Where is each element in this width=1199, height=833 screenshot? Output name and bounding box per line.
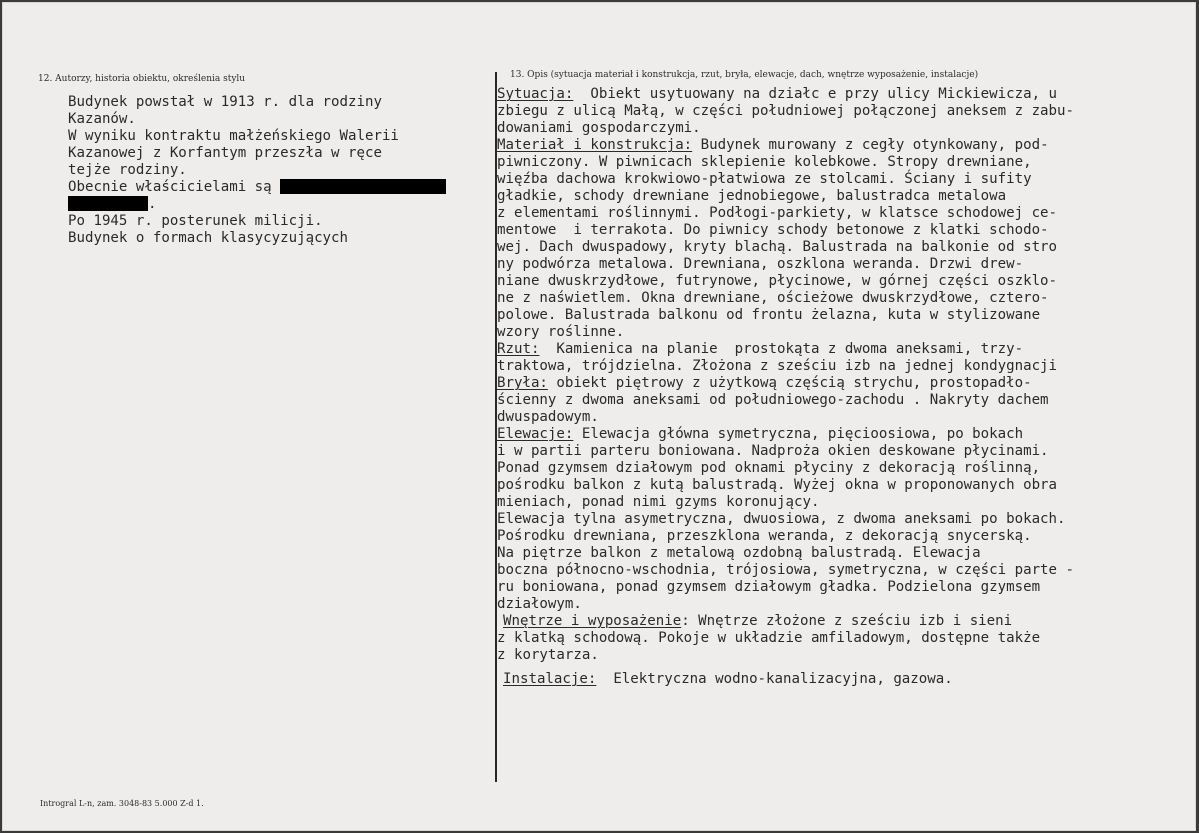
description-line: ścienny z dwoma aneksami od południowego-zachodu . Nakryty dachem [497,392,1049,408]
description-line: Ponad gzymsem działowym pod oknami płyciny z dekoracją roślinną, [497,460,1041,476]
history-line: Kazanowej z Korfantym przeszła w ręce [68,145,382,161]
owner-period: . [148,196,157,212]
description-line: gładkie, schody drewniane jednobiegowe, balustradca metalowa [497,188,1007,204]
description-line: wzory roślinne. [497,324,625,340]
elewacje-line: Elewacje: Elewacja główna symetryczna, pięcioosiowa, po bokach [497,426,1024,442]
printer-footer: Introgral L-n, zam. 3048-83 5.000 Z-d 1. [40,799,204,808]
spacer [497,664,1167,671]
owner-label: Obecnie właścicielami są [68,179,272,195]
history-line: Budynek o formach klasycyzujących [68,230,349,246]
description-line: polowe. Balustrada balkonu od frontu żelazna, kuta w stylizowane [497,307,1041,323]
section-13-heading: 13. Opis (sytuacja materiał i konstrukcja, rzut, bryła, elewacje, dach, wnętrze wyposażenie, instalacje) [510,70,979,80]
description-line: Na piętrze balkon z metalową ozdobną balustradą. Elewacja [497,545,981,561]
material-label: Materiał i konstrukcja: [497,137,693,153]
rzut-label: Rzut: [497,341,540,357]
history-line: Kazanów. [68,111,136,127]
bryla-line: Bryła: obiekt piętrowy z użytkową częścią strychu, prostopadło- [497,375,1032,391]
instalacje-label: Instalacje: [503,671,597,687]
description-line: niane dwuskrzydłowe, futrynowe, płycinowe, w górnej części oszklo- [497,273,1058,289]
history-owner-line [68,179,488,196]
history-line: tejże rodziny. [68,162,187,178]
description-line: pośrodku balkon z kutą balustradą. Wyżej okna w proponowanych obra [497,477,1058,493]
instalacje-line: Instalacje: Elektryczna wodno-kanalizacyjna, gazowa. [503,671,953,687]
history-text [68,94,488,247]
description-line: traktowa, trójdzielna. Złożona z sześciu izb na jednej kondygnacji [497,358,1058,374]
history-line: W wyniku kontraktu małżeńskiego Walerii [68,128,399,144]
wnetrze-line: Wnętrze i wyposażenie: Wnętrze złożone z sześciu izb i sieni [503,613,1013,629]
description-text [497,86,1167,688]
material-line: Materiał i konstrukcja: Budynek murowany z cegły otynkowany, pod- [497,137,1049,153]
redaction-bar [68,196,148,211]
inventory-card [2,2,1196,831]
sytuacja-label: Sytuacja: [497,86,574,102]
description-line: wej. Dach dwuspadowy, kryty blachą. Balustrada na balkonie od stro [497,239,1058,255]
description-line: ny podwórza metalowa. Drewniana, oszklona weranda. Drzwi drew- [497,256,1024,272]
bryla-label: Bryła: [497,375,548,391]
history-line: Budynek powstał w 1913 r. dla rodziny [68,94,382,110]
description-line: dwuspadowym. [497,409,599,425]
description-line: boczna północno-wschodnia, trójosiowa, symetryczna, w części parte - [497,562,1074,578]
rzut-line: Rzut: Kamienica na planie prostokąta z dwoma aneksami, trzy- [497,341,1024,357]
sytuacja-line: Sytuacja: Obiekt usytuowany na działc e przy ulicy Mickiewicza, u [497,86,1058,102]
section-12-heading: 12. Autorzy, historia obiektu, określenia stylu [38,74,246,84]
description-line: z klatką schodową. Pokoje w układzie amfiladowym, dostępne także [497,630,1041,646]
description-line: Pośrodku drewniana, przeszklona weranda, z dekoracją snycerską. [497,528,1032,544]
description-line: mentowe i terrakota. Do piwnicy schody betonowe z klatki schodo- [497,222,1049,238]
history-line: Po 1945 r. posterunek milicji. [68,213,323,229]
description-line: Elewacja tylna asymetryczna, dwuosiowa, z dwoma aneksami po bokach. [497,511,1066,527]
redaction-bar [280,179,446,194]
description-line: zbiegu z ulicą Małą, w części południowej połączonej aneksem z zabu- [497,103,1074,119]
description-line: z elementami roślinnymi. Podłogi-parkiety, w klatsce schodowej ce- [497,205,1058,221]
description-line: ne z naświetlem. Okna drewniane, ościeżowe dwuskrzydłowe, cztero- [497,290,1049,306]
description-line: piwniczony. W piwnicach sklepienie kolebkowe. Stropy drewniane, [497,154,1032,170]
description-line: z korytarza. [497,647,599,663]
description-line: mieniach, ponad nimi gzyms koronujący. [497,494,820,510]
elewacje-label: Elewacje: [497,426,574,442]
description-line: działowym. [497,596,582,612]
wnetrze-label: Wnętrze i wyposażenie [503,613,682,629]
description-line: dowaniami gospodarczymi. [497,120,701,136]
description-line: i w partii parteru boniowana. Nadproża okien deskowane płycinami. [497,443,1049,459]
history-owner-line-2 [68,196,488,213]
description-line: ru boniowana, ponad gzymsem działowym gładka. Podzielona gzymsem [497,579,1041,595]
description-line: więźba dachowa krokwiowo-płatwiowa ze stolcami. Ściany i sufity [497,171,1032,187]
